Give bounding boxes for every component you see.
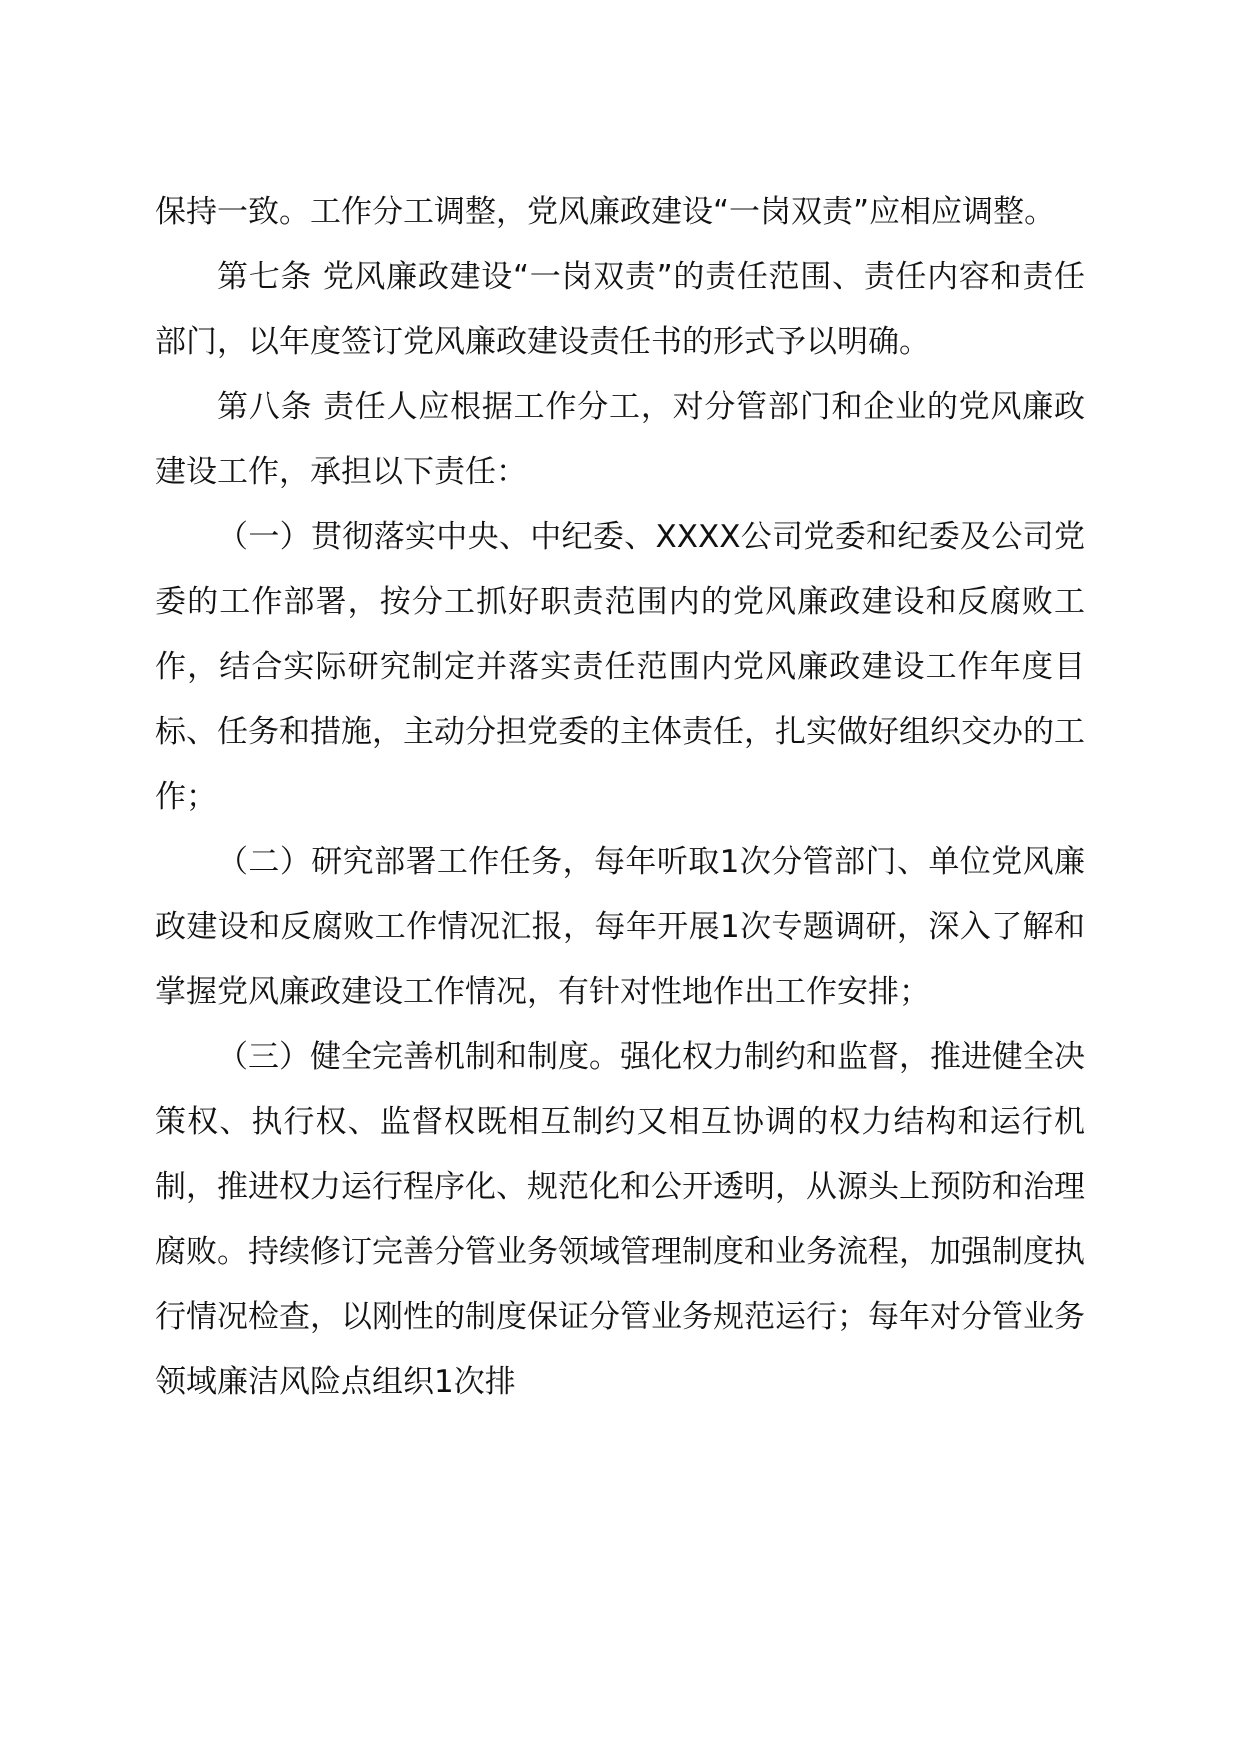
paragraph-item-2: （二）研究部署工作任务，每年听取1次分管部门、单位党风廉政建设和反腐败工作情况汇报，每年开展1次专题调研，深入了解和掌握党风廉政建设工作情况，有针对性地作出工作安排； xyxy=(155,844,1085,1010)
paragraph-article-8: 第八条 责任人应根据工作分工，对分管部门和企业的党风廉政建设工作，承担以下责任： xyxy=(155,389,1085,490)
paragraph-item-1: （一）贯彻落实中央、中纪委、XXXX公司党委和纪委及公司党委的工作部署，按分工抓好职责范围内的党风廉政建设和反腐败工作，结合实际研究制定并落实责任范围内党风廉政建设工作年度目标、任务和措施，主动分担党委的主体责任，扎实做好组织交办的工作； xyxy=(155,519,1085,815)
paragraph-article-7: 第七条 党风廉政建设“一岗双责”的责任范围、责任内容和责任部门，以年度签订党风廉政建设责任书的形式予以明确。 xyxy=(155,259,1085,360)
paragraph-item-3: （三）健全完善机制和制度。强化权力制约和监督，推进健全决策权、执行权、监督权既相互制约又相互协调的权力结构和运行机制，推进权力运行程序化、规范化和公开透明，从源头上预防和治理腐败。持续修订完善分管业务领域管理制度和业务流程，加强制度执行情况检查，以刚性的制度保证分管业务规范运行；每年对分管业务领域廉洁风险点组织1次排 xyxy=(155,1039,1085,1400)
paragraph-continuation: 保持一致。工作分工调整，党风廉政建设“一岗双责”应相应调整。 xyxy=(155,194,1056,230)
document-body xyxy=(155,180,1085,1415)
